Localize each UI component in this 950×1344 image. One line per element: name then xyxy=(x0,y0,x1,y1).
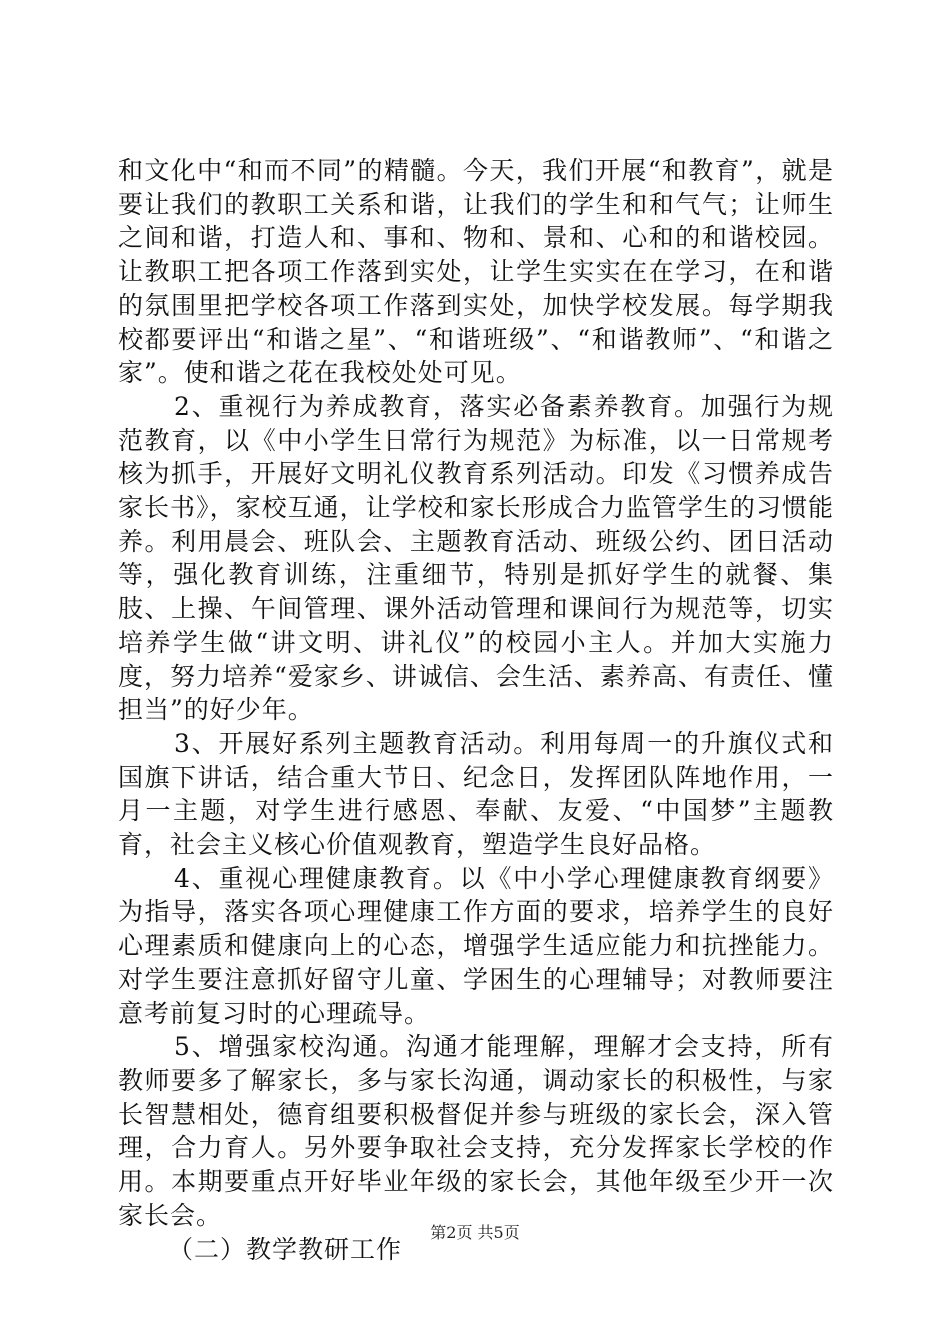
paragraph-item-3: 3、开展好系列主题教育活动。利用每周一的升旗仪式和国旗下讲话，结合重大节日、纪念日，发挥团队阵地作用，一月一主题，对学生进行感恩、奉献、友爱、“中国梦”主题教育，社会主义核心价值观教育，塑造学生良好品格。 xyxy=(118,728,834,860)
document-body xyxy=(118,154,834,1266)
paragraph-item-2: 2、重视行为养成教育，落实必备素养教育。加强行为规范教育，以《中小学生日常行为规范》为标准，以一日常规考核为抓手，开展好文明礼仪教育系列活动。印发《习惯养成告家长书》，家校互通，让学校和家长形成合力监管学生的习惯能养。利用晨会、班队会、主题教育活动、班级公约、团日活动等，强化教育训练，注重细节，特别是抓好学生的就餐、集肢、上操、午间管理、课外活动管理和课间行为规范等，切实培养学生做“讲文明、讲礼仪”的校园小主人。并加大实施力度，努力培养“爱家乡、讲诚信、会生活、素养高、有责任、懂担当”的好少年。 xyxy=(118,391,834,725)
page-footer: 第2页 共5页 xyxy=(430,1223,520,1242)
paragraph-continuation: 和文化中“和而不同”的精髓。今天，我们开展“和教育”，就是要让我们的教职工关系和谐，让我们的学生和和气气；让师生之间和谐，打造人和、事和、物和、景和、心和的和谐校园。让教职工把各项工作落到实处，让学生实实在在学习，在和谐的氛围里把学校各项工作落到实处，加快学校发展。每学期我校都要评出“和谐之星”、“和谐班级”、“和谐教师”、“和谐之家”。使和谐之花在我校处处可见。 xyxy=(118,156,834,388)
paragraph-item-4: 4、重视心理健康教育。以《中小学心理健康教育纲要》为指导，落实各项心理健康工作方面的要求，培养学生的良好心理素质和健康向上的心态，增强学生适应能力和抗挫能力。对学生要注意抓好留守儿童、学困生的心理辅导；对教师要注意考前复习时的心理疏导。 xyxy=(118,863,834,1028)
section-heading: （二）教学教研工作 xyxy=(168,1234,403,1264)
paragraph-item-5: 5、增强家校沟通。沟通才能理解，理解才会支持，所有教师要多了解家长，多与家长沟通，调动家长的积极性，与家长智慧相处，德育组要积极督促并参与班级的家长会，深入管理，合力育人。另外要争取社会支持，充分发挥家长学校的作用。本期要重点开好毕业年级的家长会，其他年级至少开一次家长会。 xyxy=(118,1032,834,1230)
